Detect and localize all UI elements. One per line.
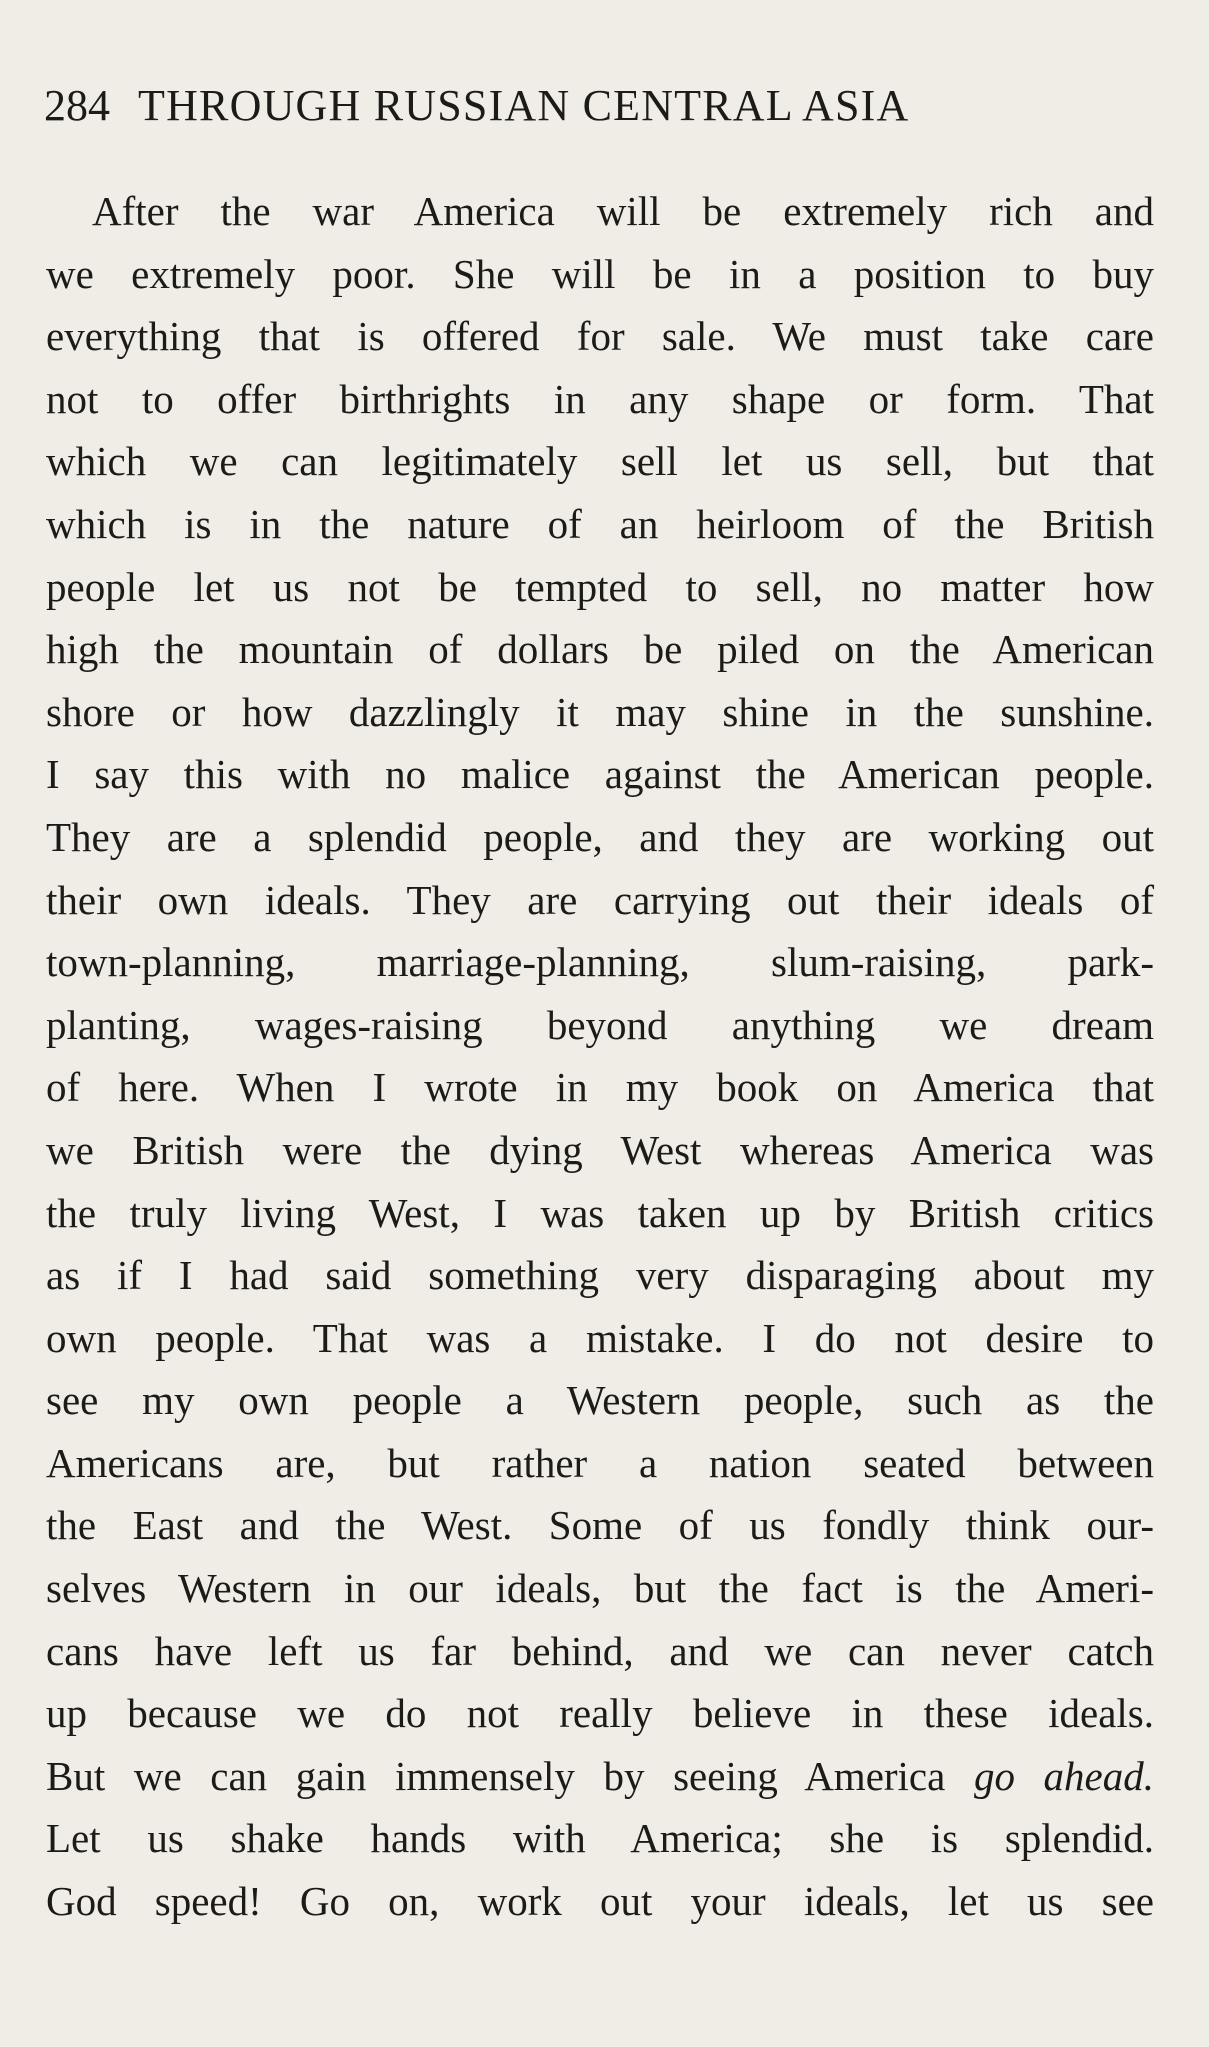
text-line: They are a splendid people, and they are working out bbox=[46, 813, 1154, 860]
page-number: 284 bbox=[44, 81, 110, 130]
running-title: THROUGH RUSSIAN CENTRAL ASIA bbox=[138, 81, 910, 130]
text-line: as if I had said something very disparaging about my bbox=[46, 1252, 1154, 1299]
text-line: we extremely poor. She will be in a position to buy bbox=[46, 250, 1154, 297]
text-line: everything that is offered for sale. We must take care bbox=[46, 313, 1154, 360]
text-line: own people. That was a mistake. I do not desire to bbox=[46, 1314, 1154, 1361]
text-line: see my own people a Western people, such as the bbox=[46, 1377, 1154, 1424]
text-line: After the war America will be extremely rich and bbox=[92, 188, 1154, 234]
text-line: God speed! Go on, work out your ideals, let us see bbox=[46, 1878, 1154, 1925]
text-line: of here. When I wrote in my book on America that bbox=[46, 1064, 1154, 1111]
text-line: shore or how dazzlingly it may shine in the sunshine. bbox=[46, 688, 1154, 735]
text-line: the East and the West. Some of us fondly think our- bbox=[46, 1502, 1154, 1549]
body-paragraph bbox=[46, 180, 1154, 1933]
running-head bbox=[44, 78, 1164, 134]
text-line: town-planning, marriage-planning, slum-raising, park- bbox=[46, 939, 1154, 986]
text-line: planting, wages-raising beyond anything we dream bbox=[46, 1001, 1154, 1048]
text-run: But we can gain immensely by seeing America bbox=[46, 1752, 974, 1799]
text-line: high the mountain of dollars be piled on the American bbox=[46, 626, 1154, 673]
text-line: selves Western in our ideals, but the fact is the Ameri- bbox=[46, 1565, 1154, 1612]
text-line: Let us shake hands with America; she is splendid. bbox=[46, 1815, 1154, 1862]
text-line bbox=[46, 1745, 1154, 1808]
text-line: their own ideals. They are carrying out their ideals of bbox=[46, 876, 1154, 923]
text-line: which we can legitimately sell let us sell, but that bbox=[46, 438, 1154, 485]
text-line: people let us not be tempted to sell, no matter how bbox=[46, 563, 1154, 610]
text-line: the truly living West, I was taken up by British critics bbox=[46, 1189, 1154, 1236]
text-line: up because we do not really believe in these ideals. bbox=[46, 1690, 1154, 1737]
text-line: Americans are, but rather a nation seated between bbox=[46, 1439, 1154, 1486]
text-line: I say this with no malice against the American people. bbox=[46, 751, 1154, 798]
text-line: we British were the dying West whereas America was bbox=[46, 1126, 1154, 1173]
italic-emphasis: go ahead. bbox=[973, 1752, 1154, 1799]
text-line: not to offer birthrights in any shape or form. That bbox=[46, 375, 1154, 422]
text-line: which is in the nature of an heirloom of the British bbox=[46, 500, 1154, 547]
text-line: cans have left us far behind, and we can never catch bbox=[46, 1627, 1154, 1674]
